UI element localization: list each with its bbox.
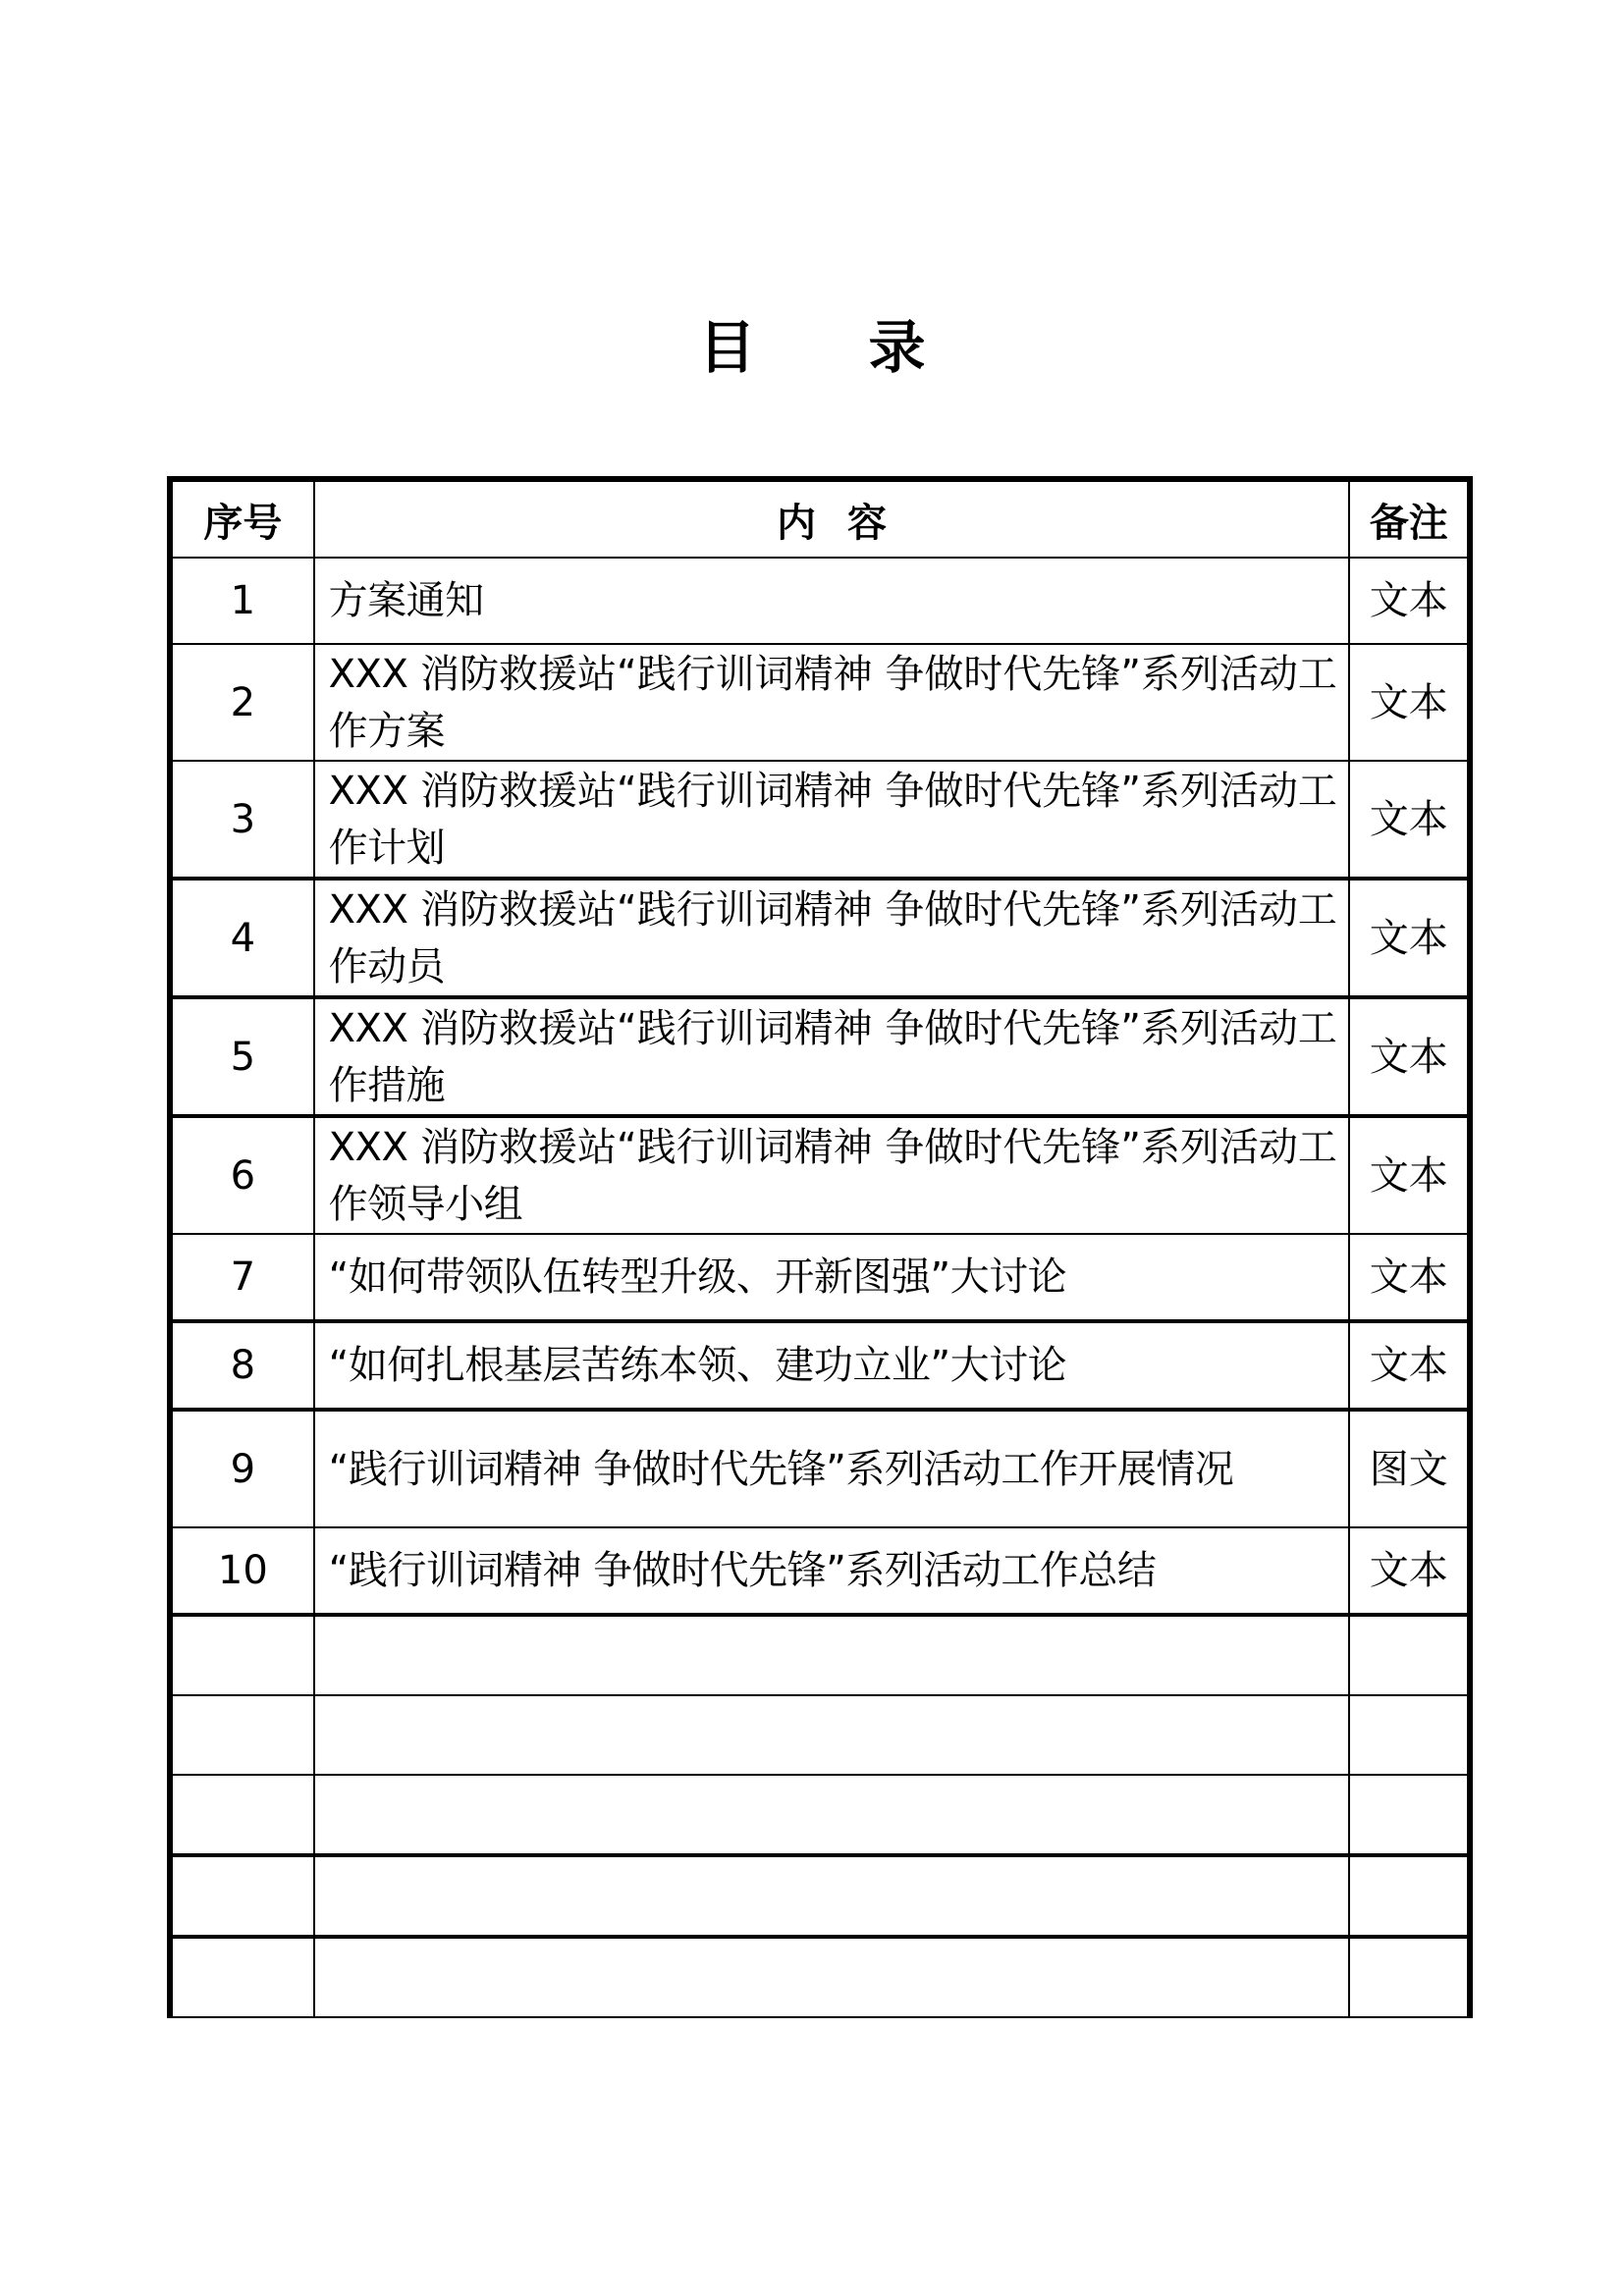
table-row	[170, 1527, 1470, 1615]
title-char: 录	[868, 314, 926, 381]
blank-cell	[170, 1937, 314, 2017]
blank-row	[170, 1615, 1470, 1695]
row-content: XXX 消防救援站“践行训词精神 争做时代先锋”系列活动工作计划	[314, 761, 1350, 879]
blank-cell	[170, 1855, 314, 1937]
header-content-char: 内	[777, 500, 817, 546]
row-note: 文本	[1349, 1116, 1470, 1234]
row-content: XXX 消防救援站“践行训词精神 争做时代先锋”系列活动工作动员	[314, 879, 1350, 997]
table-row	[170, 558, 1470, 644]
table-row	[170, 1321, 1470, 1410]
table-row	[170, 761, 1470, 879]
table-row	[170, 1116, 1470, 1234]
row-content: “如何带领队伍转型升级、开新图强”大讨论	[314, 1234, 1350, 1321]
table-row	[170, 879, 1470, 997]
row-number: 3	[170, 761, 314, 879]
blank-cell	[1349, 1937, 1470, 2017]
blank-row	[170, 1937, 1470, 2017]
blank-cell	[314, 1937, 1350, 2017]
blank-cell	[170, 1615, 314, 1695]
table-row	[170, 644, 1470, 761]
row-note: 图文	[1349, 1410, 1470, 1527]
blank-cell	[1349, 1615, 1470, 1695]
blank-cell	[314, 1855, 1350, 1937]
row-content: “践行训词精神 争做时代先锋”系列活动工作开展情况	[314, 1410, 1350, 1527]
row-note: 文本	[1349, 879, 1470, 997]
header-note: 备注	[1349, 479, 1470, 558]
row-number: 6	[170, 1116, 314, 1234]
blank-row	[170, 1695, 1470, 1775]
table-row	[170, 997, 1470, 1116]
row-note: 文本	[1349, 644, 1470, 761]
table-row	[170, 1234, 1470, 1321]
blank-cell	[314, 1775, 1350, 1855]
row-content: “如何扎根基层苦练本领、建功立业”大讨论	[314, 1321, 1350, 1410]
row-note: 文本	[1349, 1321, 1470, 1410]
header-content-char: 容	[847, 500, 888, 546]
row-number: 10	[170, 1527, 314, 1615]
title-char: 目	[698, 314, 756, 381]
row-number: 8	[170, 1321, 314, 1410]
blank-cell	[314, 1615, 1350, 1695]
row-content: XXX 消防救援站“践行训词精神 争做时代先锋”系列活动工作领导小组	[314, 1116, 1350, 1234]
row-note: 文本	[1349, 558, 1470, 644]
page-title	[0, 312, 1624, 383]
table-header-row	[170, 479, 1470, 558]
row-content: “践行训词精神 争做时代先锋”系列活动工作总结	[314, 1527, 1350, 1615]
table-row	[170, 1410, 1470, 1527]
row-content: XXX 消防救援站“践行训词精神 争做时代先锋”系列活动工作措施	[314, 997, 1350, 1116]
row-content: XXX 消防救援站“践行训词精神 争做时代先锋”系列活动工作方案	[314, 644, 1350, 761]
row-note: 文本	[1349, 761, 1470, 879]
row-number: 7	[170, 1234, 314, 1321]
row-note: 文本	[1349, 1527, 1470, 1615]
blank-cell	[170, 1695, 314, 1775]
blank-cell	[1349, 1775, 1470, 1855]
row-content: 方案通知	[314, 558, 1350, 644]
blank-row	[170, 1775, 1470, 1855]
row-number: 2	[170, 644, 314, 761]
blank-cell	[170, 1775, 314, 1855]
row-note: 文本	[1349, 997, 1470, 1116]
row-number: 1	[170, 558, 314, 644]
header-no: 序号	[170, 479, 314, 558]
row-number: 5	[170, 997, 314, 1116]
row-number: 4	[170, 879, 314, 997]
row-note: 文本	[1349, 1234, 1470, 1321]
header-content	[314, 479, 1350, 558]
blank-cell	[314, 1695, 1350, 1775]
row-number: 9	[170, 1410, 314, 1527]
blank-cell	[1349, 1695, 1470, 1775]
toc-table	[167, 476, 1473, 2018]
blank-cell	[1349, 1855, 1470, 1937]
blank-row	[170, 1855, 1470, 1937]
